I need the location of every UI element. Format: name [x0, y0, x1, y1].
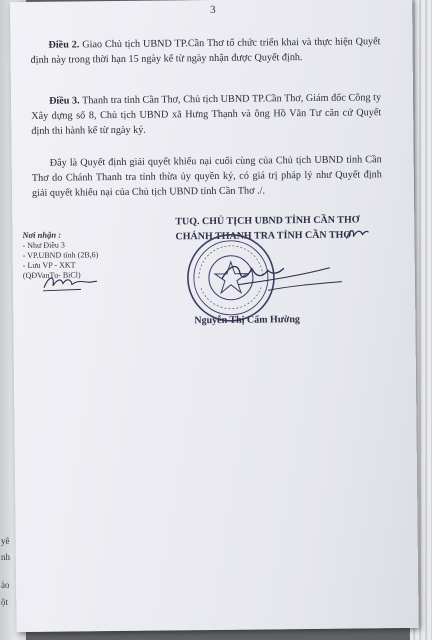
back-page-fragment: ào: [1, 580, 10, 590]
corner-initials-signature: [344, 224, 370, 242]
recipient-item: - Lưu VP - XKT: [22, 260, 76, 270]
document-page: [10, 0, 419, 632]
back-page-fragment: yê: [1, 536, 10, 546]
article-2-label: Điều 2.: [48, 39, 80, 51]
final-statement: Đây là Quyết định giải quyết khiếu nại cuối cùng của Chủ tịch UBND tỉnh Cần Thơ do Chánh Thanh tra tỉnh thừa ủy quyền ký, có giá trị pháp lý như Quyết định giải quyết khiếu nại của Chủ tịch UBND tỉnh Cần Thơ ./.: [31, 154, 382, 199]
article-2-text: Giao Chủ tịch UBND TP.Cần Thơ tổ chức triển khai và thực hiện Quyết định này trong thời hạn 15 ngày kể từ ngày nhận được Quyết định.: [30, 36, 381, 66]
article-3: [31, 90, 381, 139]
recipient-item: (QĐVanTu- BiCl): [22, 270, 81, 280]
article-3-text: Thanh tra tỉnh Cần Thơ, Chủ tịch UBND TP.Cần Thơ, Giám đốc Công ty Xây dựng số 8, Chủ tịch UBND xã Hưng Thạnh và ông Hồ Văn Tư căn cứ Quyết định thi hành kể từ ngày ký.: [31, 92, 382, 137]
back-page-fragment: ột: [1, 597, 9, 607]
clerk-initials-signature: [41, 271, 101, 294]
signature-title-line-2: CHÁNH THANH TRA TỈNH CẦN THƠ: [175, 229, 352, 243]
signature-title-line-1: TUQ. CHỦ TỊCH UBND TỈNH CẦN THƠ: [175, 214, 360, 228]
back-page-fragment: nh: [1, 552, 10, 562]
recipients-heading: Nơi nhận :: [22, 229, 62, 240]
handwritten-signature: [218, 254, 348, 295]
recipient-item: - VP.UBND tỉnh (2B,6): [22, 250, 99, 260]
recipient-item: - Như Điều 3: [22, 240, 65, 250]
article-2: [30, 34, 380, 68]
signer-name: Nguyễn Thị Cẩm Hường: [194, 314, 300, 327]
article-3-label: Điều 3.: [48, 95, 80, 107]
page-number: 3: [210, 3, 216, 17]
